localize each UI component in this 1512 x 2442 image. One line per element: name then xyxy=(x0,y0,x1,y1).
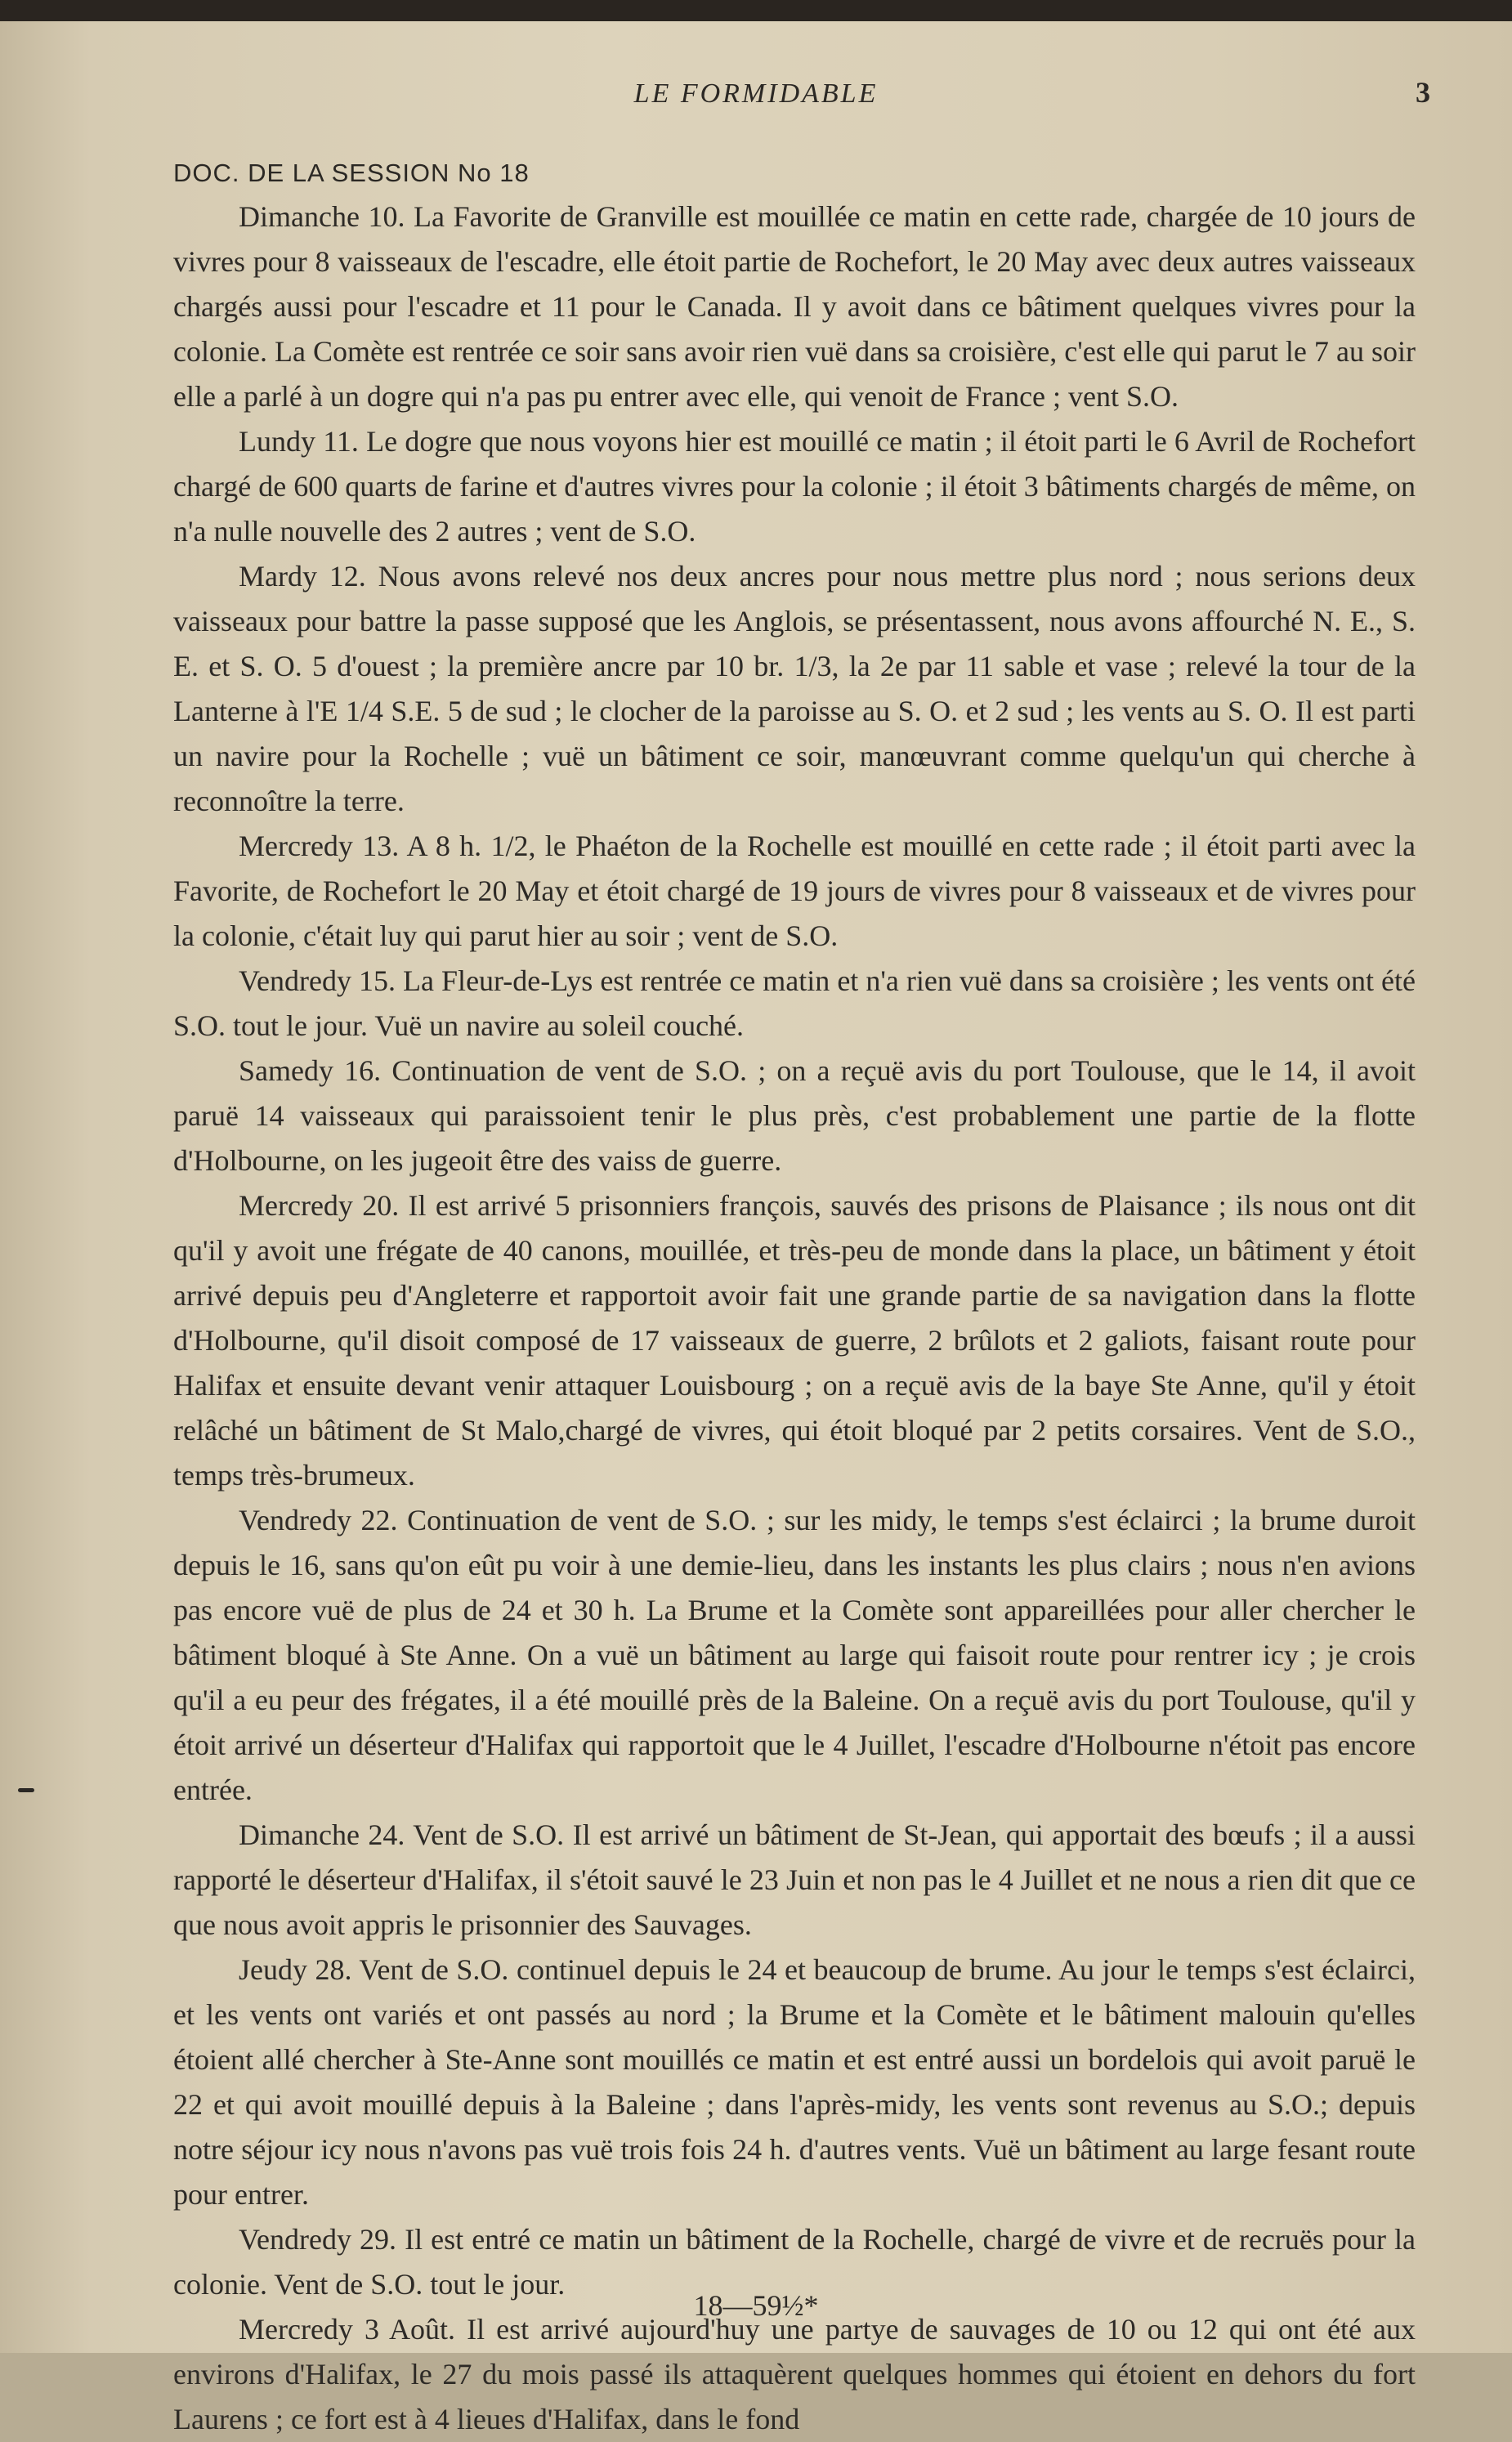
journal-text xyxy=(173,195,1416,2442)
margin-ink-spot xyxy=(18,1788,34,1792)
printer-signature: 18—59½* xyxy=(693,2289,819,2322)
paragraph-samedy-16: Samedy 16. Continuation de vent de S.O. ; on a reçuë avis du port Toulouse, que le 14, il avoit paruë 14 vaisseaux qui paraissoient tenir le plus près, c'est probablement une partie de la flotte d'Holbourne, on les jugeoit être des vaiss de guerre. xyxy=(173,1054,1416,1177)
running-header xyxy=(0,78,1512,127)
paragraph-mardy-12: Mardy 12. Nous avons relevé nos deux ancres pour nous mettre plus nord ; nous serions deux vaisseaux pour battre la passe supposé que les Anglois, se présentassent, nous avons affourché N. E., S. E. et S. O. 5 d'ouest ; la première ancre par 10 br. 1/3, la 2e par 11 sable et vase ; relevé la tour de la Lanterne à l'E 1/4 S.E. 5 de sud ; le clocher de la paroisse au S. O. et 2 sud ; les vents au S. O. Il est parti un navire pour la Rochelle ; vuë un bâtiment ce soir, manœuvrant comme quelqu'un qui cherche à reconnoître la terre. xyxy=(173,560,1416,817)
paragraph-mercredy-20: Mercredy 20. Il est arrivé 5 prisonniers françois, sauvés des prisons de Plaisance ; ils nous ont dit qu'il y avoit une frégate de 40 canons, mouillée, et très-peu de monde dans la place, un bâtiment y étoit arrivé depuis peu d'Angleterre et rapportoit avoir fait une grande partie de sa navigation dans la flotte d'Holbourne, qu'il disoit composé de 17 vaisseaux de guerre, 2 brûlots et 2 galiots, faisant route pour Halifax et ensuite devant venir attaquer Louisbourg ; on a reçuë avis de la baye Ste Anne, qu'il y étoit relâché un bâtiment de St Malo,chargé de vivres, qui étoit bloqué par 2 petits corsaires. Vent de S.O., temps très-brumeux. xyxy=(173,1189,1416,1492)
paragraph-vendredy-29: Vendredy 29. Il est entré ce matin un bâtiment de la Rochelle, chargé de vivre et de recruës pour la colonie. Vent de S.O. tout le jour. xyxy=(173,2223,1416,2301)
page-top-edge xyxy=(0,0,1512,21)
paragraph-lundy-11: Lundy 11. Le dogre que nous voyons hier est mouillé ce matin ; il étoit parti le 6 Avril de Rochefort chargé de 600 quarts de farine et d'autres vivres pour la colonie ; il étoit 3 bâtiments chargés de même, on n'a nulle nouvelle des 2 autres ; vent de S.O. xyxy=(173,425,1416,548)
paragraph-vendredy-22: Vendredy 22. Continuation de vent de S.O. ; sur les midy, le temps s'est éclairci ; la brume duroit depuis le 16, sans qu'on eût pu voir à une demie-lieu, dans les instants les plus clairs ; nous n'en avions pas encore vuë de plus de 24 et 30 h. La Brume et la Comète sont appareillées pour aller chercher le bâtiment bloqué à Ste Anne. On a vuë un bâtiment au large qui faisoit route pour rentrer icy ; je crois qu'il a eu peur des frégates, il a été mouillé près de la Baleine. On a reçuë avis du port Toulouse, qu'il y étoit arrivé un déserteur d'Halifax qui rapportoit que le 4 Juillet, l'escadre d'Holbourne n'étoit pas encore entrée. xyxy=(173,1504,1416,1806)
paragraph-jeudy-28: Jeudy 28. Vent de S.O. continuel depuis le 24 et beaucoup de brume. Au jour le temps s'est éclairci, et les vents ont variés et ont passés au nord ; la Brume et la Comète et le bâtiment malouin qu'elles étoient allé chercher à Ste-Anne sont mouillés ce matin et est entré aussi un bordelois qui avoit paruë le 22 et qui avoit mouillé depuis à la Baleine ; dans l'après-midy, les vents sont revenus au S.O.; depuis notre séjour icy nous n'avons pas vuë trois fois 24 h. d'autres vents. Vuë un bâtiment au large fesant route pour entrer. xyxy=(173,1953,1416,2211)
paragraph-mercredy-3-aout: Mercredy 3 Août. Il est arrivé aujourd'huy une partye de sauvages de 10 ou 12 qui ont été aux environs d'Halifax, le 27 du mois passé ils attaquèrent quelques hommes qui étoient en dehors du fort Laurens ; ce fort est à 4 lieues d'Halifax, dans le fond xyxy=(173,2313,1416,2435)
page-number: 3 xyxy=(1416,76,1430,109)
paragraph-vendredy-15: Vendredy 15. La Fleur-de-Lys est rentrée ce matin et n'a rien vuë dans sa croisière ; les vents ont été S.O. tout le jour. Vuë un navire au soleil couché. xyxy=(173,964,1416,1042)
doc-session-label: DOC. DE LA SESSION No 18 xyxy=(173,159,530,187)
running-title: LE FORMIDABLE xyxy=(633,78,879,109)
paragraph-mercredy-13: Mercredy 13. A 8 h. 1/2, le Phaéton de la Rochelle est mouillé en cette rade ; il étoit parti avec la Favorite, de Rochefort le 20 May et étoit chargé de 19 jours de vivres pour 8 vaisseaux et de vivres pour la colonie, c'était luy qui parut hier au soir ; vent de S.O. xyxy=(173,830,1416,952)
paragraph-dimanche-10: Dimanche 10. La Favorite de Granville est mouillée ce matin en cette rade, chargée de 10 jours de vivres pour 8 vaisseaux de l'escadre, elle étoit partie de Rochefort, le 20 May avec deux autres vaisseaux chargés aussi pour l'escadre et 11 pour le Canada. Il y avoit dans ce bâtiment quelques vivres pour la colonie. La Comète est rentrée ce soir sans avoir rien vuë dans sa croisière, c'est elle qui parut le 7 au soir elle a parlé à un dogre qui n'a pas pu entrer avec elle, qui venoit de France ; vent S.O. xyxy=(173,200,1416,413)
paragraph-dimanche-24: Dimanche 24. Vent de S.O. Il est arrivé un bâtiment de St-Jean, qui apportait des bœufs ; il a aussi rapporté le déserteur d'Halifax, il s'étoit sauvé le 23 Juin et non pas le 4 Juillet et ne nous a rien dit que ce que nous avoit appris le prisonnier des Sauvages. xyxy=(173,1818,1416,1941)
